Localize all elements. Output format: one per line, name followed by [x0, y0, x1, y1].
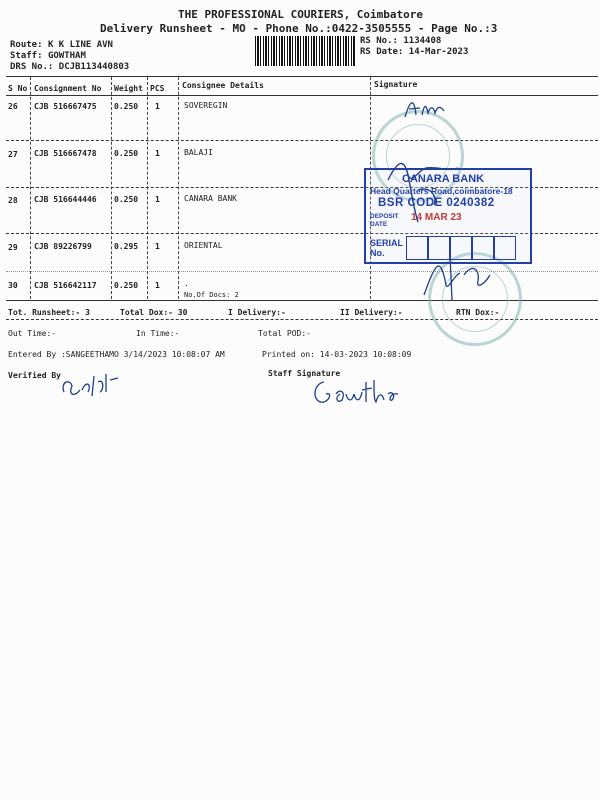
rs-date-label: RS Date: [360, 47, 404, 57]
row-consignment: CJB 516667475 [34, 102, 97, 111]
row-sno: 27 [8, 150, 18, 159]
staff-signature-label: Staff Signature [268, 369, 341, 378]
row-rule [6, 140, 598, 141]
staff-label: Staff: [10, 51, 43, 61]
out-time: Out Time:- [8, 329, 57, 338]
row-consignment: CJB 516644446 [34, 195, 97, 204]
col-separator [111, 77, 112, 299]
document-subtitle: Delivery Runsheet - MO - Phone No.:0422-3505555 - Page No.:3 [100, 22, 498, 35]
col-consignee: Consignee Details [182, 81, 264, 90]
rs-date-value: 14-Mar-2023 [408, 47, 469, 57]
route-value: K K LINE AVN [47, 40, 113, 50]
row-sno: 29 [8, 243, 18, 252]
row-sno: 28 [8, 196, 18, 205]
table-top-rule [6, 76, 598, 77]
bank-stamp-deposit-date: 14 MAR 23 [411, 212, 462, 223]
row-pcs: 1 [155, 281, 160, 290]
printed-on: Printed on: 14-03-2023 10:08:09 [262, 350, 412, 359]
drs-line [10, 62, 129, 72]
row-weight: 0.250 [114, 102, 139, 111]
row-consignment: CJB 89226799 [34, 242, 92, 251]
total-dox: Total Dox:- 30 [120, 308, 188, 317]
bank-stamp-address: Head Quarters Road,coimbatore-18 [370, 186, 513, 196]
row-sno: 30 [8, 281, 18, 290]
row-26-signature [400, 95, 460, 125]
docs-note: No.Of Docs: 2 [184, 291, 239, 299]
rs-no-label: RS No.: [360, 36, 398, 46]
row-pcs: 1 [155, 102, 160, 111]
drs-label: DRS No.: [10, 62, 54, 72]
staff-line [10, 51, 86, 61]
verified-by-label: Verified By [8, 371, 61, 380]
header-rule [6, 95, 598, 96]
barcode [255, 36, 355, 66]
staff-value: GOWTHAM [47, 51, 86, 61]
bank-stamp-serial-label: SERIAL No. [370, 238, 403, 258]
rs-no-value: 1134408 [403, 36, 442, 46]
route-line [10, 40, 113, 50]
entered-by: Entered By :SANGEETHAMO 3/14/2023 10:08:07 AM [8, 350, 225, 359]
staff-signature [310, 372, 410, 412]
row-consignee: BALAJI [184, 148, 213, 157]
row-consignee: . [184, 279, 189, 288]
col-signature: Signature [374, 80, 418, 89]
col-weight: Weight [114, 84, 143, 93]
row-consignment: CJB 516667478 [34, 149, 97, 158]
bank-stamp-deposit-label: DEPOSIT DATE [370, 213, 399, 228]
col-consignment: Consignment No [34, 84, 102, 93]
row-consignee: ORIENTAL [184, 241, 223, 250]
col-pcs: PCS [150, 84, 165, 93]
canara-signature [378, 150, 488, 230]
total-pod: Total POD:- [258, 329, 311, 338]
bank-stamp-bsr-code: BSR CODE 0240382 [378, 197, 495, 209]
bank-stamp-name: CANARA BANK [402, 173, 485, 185]
rtn-dox: RTN Dox:- [456, 308, 500, 317]
row-consignee: SOVEREGIN [184, 101, 228, 110]
col-separator [30, 77, 31, 299]
row-weight: 0.250 [114, 149, 139, 158]
row-consignee: CANARA BANK [184, 194, 237, 203]
col-separator [178, 77, 179, 299]
col-separator [147, 77, 148, 299]
drs-value: DCJB113440803 [58, 62, 130, 72]
row-sno: 26 [8, 102, 18, 111]
col-sno: S No [8, 84, 28, 93]
row-weight: 0.295 [114, 242, 139, 251]
verified-by-signature [58, 370, 138, 405]
rs-no-line [360, 36, 441, 46]
rs-date-line [360, 47, 468, 57]
row-weight: 0.250 [114, 195, 139, 204]
row-consignment: CJB 516642117 [34, 281, 97, 290]
row-pcs: 1 [155, 242, 160, 251]
tot-runsheet: Tot. Runsheet:- 3 [8, 308, 90, 317]
i-delivery: I Delivery:- [228, 308, 286, 317]
row-pcs: 1 [155, 195, 160, 204]
oriental-signature [420, 245, 500, 305]
route-label: Route: [10, 40, 43, 50]
ii-delivery: II Delivery:- [340, 308, 403, 317]
row-pcs: 1 [155, 149, 160, 158]
document-title: THE PROFESSIONAL COURIERS, Coimbatore [178, 8, 424, 21]
row-weight: 0.250 [114, 281, 139, 290]
in-time: In Time:- [136, 329, 180, 338]
